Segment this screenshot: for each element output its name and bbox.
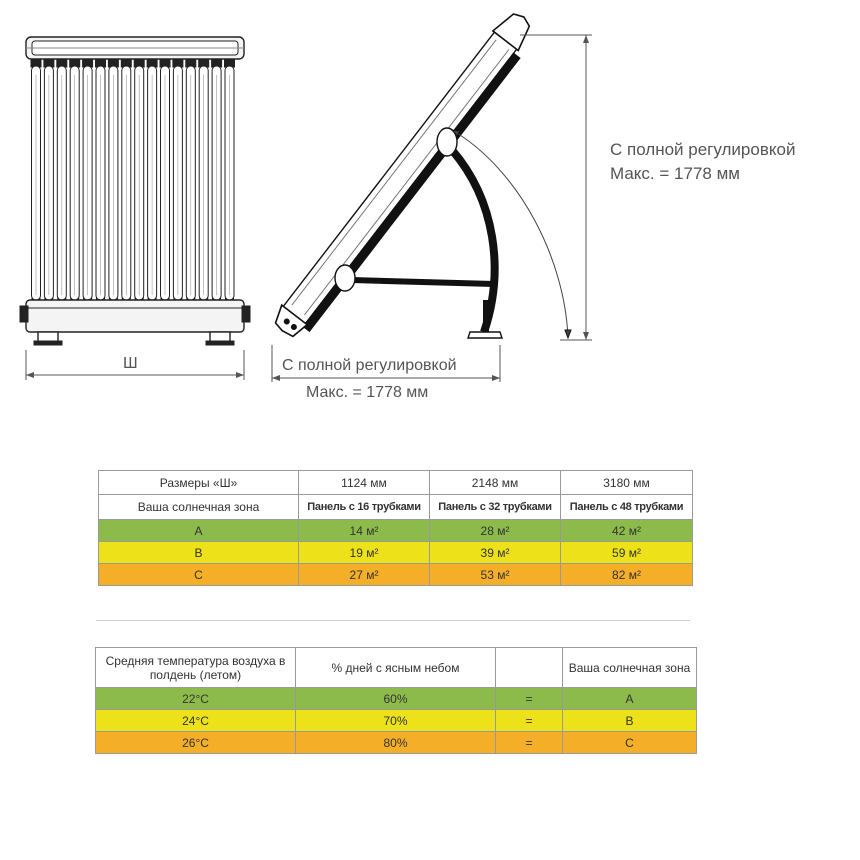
table-row (99, 520, 693, 542)
width-label: Ш (123, 355, 138, 372)
table-row (99, 542, 693, 564)
percent-cell: 80% (296, 732, 496, 754)
height-max-label: Макс. = 1778 мм (610, 164, 740, 183)
area-cell: 14 м² (299, 520, 430, 542)
temp-cell: 22°C (96, 688, 296, 710)
table-header-cell: 1124 мм (299, 471, 430, 495)
collector-size-table (98, 470, 693, 586)
zone-cell: B (563, 710, 697, 732)
percent-cell: 70% (296, 710, 496, 732)
table-header-cell: % дней с ясным небом (296, 648, 496, 688)
zone-cell: B (99, 542, 299, 564)
temp-cell: 26°C (96, 732, 296, 754)
table-header-cell: Ваша солнечная зона (99, 495, 299, 520)
table-header-cell: Средняя температура воздуха в полдень (летом) (96, 648, 296, 688)
table-header-cell: Размеры «Ш» (99, 471, 299, 495)
depth-adjust-label: С полной регулировкой (282, 357, 457, 374)
divider (96, 620, 690, 621)
table-row (99, 495, 693, 520)
solar-zone-table (95, 647, 697, 754)
area-cell: 28 м² (430, 520, 561, 542)
height-adjust-label: С полной регулировкой (610, 140, 796, 159)
area-cell: 82 м² (561, 564, 693, 586)
area-cell: 27 м² (299, 564, 430, 586)
table-row (96, 688, 697, 710)
area-cell: 59 м² (561, 542, 693, 564)
table-row (96, 648, 697, 688)
percent-cell: 60% (296, 688, 496, 710)
zone-cell: C (99, 564, 299, 586)
area-cell: 42 м² (561, 520, 693, 542)
table-row (96, 710, 697, 732)
temp-cell: 24°C (96, 710, 296, 732)
collector-front-view (20, 37, 250, 380)
equals-cell: = (496, 732, 563, 754)
zone-cell: C (563, 732, 697, 754)
table-header-cell: Ваша солнечная зона (563, 648, 697, 688)
table-row (96, 732, 697, 754)
area-cell: 39 м² (430, 542, 561, 564)
table-header-cell: Панель с 16 трубками (299, 495, 430, 520)
table-header-cell: Панель с 48 трубками (561, 495, 693, 520)
equals-cell: = (496, 710, 563, 732)
table-header-cell: 2148 мм (430, 471, 561, 495)
table-header-cell (496, 648, 563, 688)
table-row (99, 471, 693, 495)
table-row (99, 564, 693, 586)
table-header-cell: 3180 мм (561, 471, 693, 495)
table-header-cell: Панель с 32 трубками (430, 495, 561, 520)
area-cell: 53 м² (430, 564, 561, 586)
depth-max-label: Макс. = 1778 мм (306, 384, 429, 401)
zone-cell: A (563, 688, 697, 710)
collector-side-view (270, 7, 592, 382)
equals-cell: = (496, 688, 563, 710)
zone-cell: A (99, 520, 299, 542)
area-cell: 19 м² (299, 542, 430, 564)
